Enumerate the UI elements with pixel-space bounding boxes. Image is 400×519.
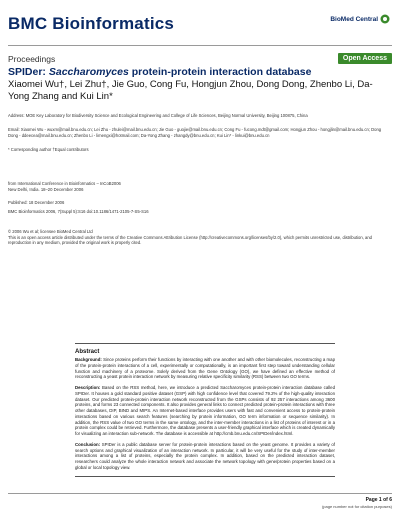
page-number-note: (page number not for citation purposes) xyxy=(321,504,392,509)
conference-info: from International Conference in Bioinformatics – InCoB2006 New Delhi, India. 18–20 December 2006 xyxy=(8,181,121,192)
publisher-logo-text: BioMed Central xyxy=(330,15,378,23)
background-text: Since proteins perform their functions by interacting with one another and with other biomolecules, reconstructing a map of the protein-protein interactions of a cell, experimentally or computationally, is an important first step toward understanding cellular function and machinery of a proteome. Solely derived from the Gene Ontology (GO), we have defined an effective method of reconstructing a yeast protein interaction network by measuring relative specificity similarity (RSS) between two GO terms. xyxy=(75,357,335,380)
abstract-top-rule xyxy=(75,343,335,344)
description-text: Based on the RSS method, here, we introduce a predicted Saccharomyces protein-protein interaction database called SPIDer. It houses a gold standard positive dataset (GSP) with high confidence level that covered 79.2% of the high-quality interaction dataset. Our predicted protein-protein interaction network reconstructed from the GSPs consists of 92 257 interactions among 3600 proteins, and forms 23 connected components. It also provides general links to connect predicted protein-protein interactions with three other databases, DIP, BIND and MIPS. An Internet-based interface provides users with fast and convenient access to protein-protein interactions based on various search features (searching by protein information, GO term information or sequence similarity). In addition, the RSS value of two GO terms in the same ontology, and the inter-member interactions in a list of proteins of interest or in a protein complex could be retrieved. Furthermore, the database presents a user-friendly graphical interface which is created dynamically for visualizing an interaction sub-network. The database is accessible at http://cmb.bnu.edu.cn/SPIDer/index.html. xyxy=(75,385,335,436)
abstract-conclusion xyxy=(75,442,335,471)
published-date: Published: 18 December 2006 xyxy=(8,200,65,205)
affiliation-address: Address: MOE Key Laboratory for Biodiversity Science and Ecological Engineering and College of Life Sciences, Beijing Normal University, Beijing 100875, China xyxy=(8,113,308,118)
abstract-box xyxy=(75,343,335,477)
citation-line: BMC Bioinformatics 2006, 7(Suppl 5):S16 doi:10.1186/1471-2105-7-S5-S16 xyxy=(8,209,149,214)
abstract-description xyxy=(75,385,335,437)
conclusion-label: Conclusion: xyxy=(75,441,101,447)
journal-title: BMC Bioinformatics xyxy=(8,14,175,33)
background-label: Background: xyxy=(75,357,102,362)
corresponding-note: * Corresponding author †Equal contributors xyxy=(8,147,89,152)
open-access-badge: Open Access xyxy=(338,53,392,64)
author-emails: Email: Xiaomei Wu - wuxm@mail.bnu.edu.cn; Lei Zhu - zhulei@mail.bnu.edu.cn; Jie Guo - guojie@mail.bnu.edu.cn; Cong Fu - fucong.mdt@gmail.com; Hongjun Zhou - hongjlin@mail.bnu.edu.cn; Dong Dong - ddeecea@mail.bnu.edu.cn; Zhenbo Li - limengxi@hotmail.com; Da-Yong Zhang - zhangdy@bnu.edu.cn; Kui Lin* - linkui@bnu.edu.cn xyxy=(8,127,382,138)
abstract-background xyxy=(75,357,335,380)
title-suffix: protein-protein interaction database xyxy=(128,66,312,78)
section-label: Proceedings xyxy=(8,54,56,64)
title-italic: Saccharomyces xyxy=(48,66,129,78)
author-list: Xiaomei Wu†, Lei Zhu†, Jie Guo, Cong Fu, Hongjun Zhou, Dong Dong, Zhenbo Li, Da-Yong Zhang and Kui Lin* xyxy=(8,79,373,102)
journal-header xyxy=(0,0,400,44)
footer-divider xyxy=(8,493,392,494)
page-number: Page 1 of 6 xyxy=(365,497,392,503)
publisher-logo xyxy=(330,14,390,24)
header-divider xyxy=(8,45,392,46)
description-label: Description: xyxy=(75,385,101,390)
abstract-bottom-rule xyxy=(75,476,335,477)
copyright-notice: © 2006 Wu et al; licensee BioMed Central Ltd This is an open access article distributed under the terms of the Creative Commons Attribution License (http://creativecommons.org/licenses/by/2.0), which permits unrestricted use, distribution, and reproduction in any medium, provided the original work is properly cited. xyxy=(8,229,373,246)
publisher-emblem-icon xyxy=(380,14,390,24)
article-title xyxy=(8,66,392,78)
abstract-heading: Abstract xyxy=(75,349,100,355)
title-prefix: SPIDer: xyxy=(8,66,49,78)
conclusion-text: SPIDer is a public database server for protein-protein interactions based on the yeast genome. It provides a variety of search options and graphical visualization of an interaction network. In particular, it will be very useful for the study of inter-member interactions among a list of proteins, especially the protein complex. In addition, based on the predicted interaction dataset, researchers could analyze the whole interaction network and associate the network topology with gene/protein properties based on a global or local topology view. xyxy=(75,441,335,470)
